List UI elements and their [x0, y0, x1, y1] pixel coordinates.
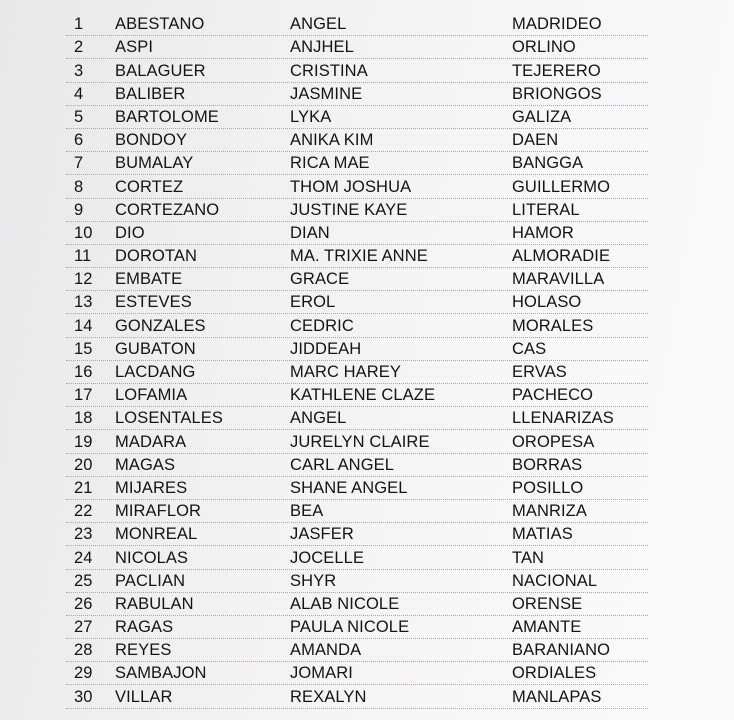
roster-row — [66, 662, 648, 685]
roster-row — [66, 570, 648, 593]
row-number: 6 — [74, 131, 84, 150]
middle-name: ALMORADIE — [512, 247, 611, 266]
row-number: 8 — [74, 177, 84, 196]
roster-row — [66, 523, 648, 546]
row-number: 12 — [74, 270, 93, 289]
roster-row — [66, 129, 648, 152]
middle-name: BARANIANO — [512, 641, 611, 660]
first-name: CRISTINA — [290, 61, 368, 80]
first-name: ANIKA KIM — [290, 131, 374, 150]
last-name: SAMBAJON — [115, 664, 207, 683]
row-number: 10 — [74, 223, 93, 242]
first-name: REXALYN — [290, 687, 367, 706]
roster-row — [66, 361, 648, 384]
last-name: REYES — [115, 641, 172, 660]
row-number: 1 — [74, 15, 84, 34]
middle-name: ERVAS — [512, 363, 567, 381]
last-name: EMBATE — [115, 270, 183, 289]
last-name: GONZALES — [115, 316, 206, 335]
first-name: ANGEL — [290, 15, 347, 34]
row-number: 11 — [74, 247, 92, 266]
roster-row — [66, 546, 648, 569]
row-number: 9 — [74, 200, 84, 219]
row-number: 25 — [74, 571, 93, 590]
middle-name: ORENSE — [512, 594, 583, 613]
first-name: ANGEL — [290, 409, 347, 428]
last-name: BONDOY — [115, 131, 188, 150]
first-name: JIDDEAH — [290, 339, 362, 358]
last-name: DIO — [115, 223, 145, 242]
roster-row — [66, 685, 648, 708]
last-name: BALIBER — [115, 84, 186, 103]
row-number: 3 — [74, 61, 84, 80]
roster-row — [66, 454, 648, 477]
roster-row — [66, 639, 648, 662]
last-name: GUBATON — [115, 339, 196, 358]
row-number: 28 — [74, 641, 93, 660]
middle-name: BORRAS — [512, 455, 583, 474]
middle-name: MADRIDEO — [512, 15, 602, 34]
middle-name: POSILLO — [512, 478, 584, 497]
first-name: ANJHEL — [290, 38, 354, 57]
row-number: 17 — [74, 386, 93, 405]
row-number: 4 — [74, 84, 84, 103]
middle-name: BRIONGOS — [512, 84, 602, 103]
first-name: JOMARI — [290, 664, 353, 683]
first-name: JURELYN CLAIRE — [290, 432, 430, 451]
first-name: MA. TRIXIE ANNE — [290, 247, 428, 266]
middle-name: MANLAPAS — [512, 687, 602, 706]
row-number: 7 — [74, 154, 84, 173]
row-number: 26 — [74, 594, 93, 613]
roster-row — [66, 384, 648, 407]
row-number: 16 — [74, 363, 93, 381]
middle-name: ORLINO — [512, 38, 576, 57]
last-name: RAGAS — [115, 618, 174, 637]
last-name: MIRAFLOR — [115, 502, 202, 521]
last-name: CORTEZANO — [115, 200, 220, 219]
last-name: CORTEZ — [115, 177, 184, 196]
middle-name: GALIZA — [512, 107, 572, 126]
first-name: JOCELLE — [290, 548, 365, 567]
first-name: SHYR — [290, 571, 337, 590]
first-name: GRACE — [290, 270, 350, 289]
first-name: SHANE ANGEL — [290, 478, 408, 497]
middle-name: MATIAS — [512, 525, 573, 544]
row-number: 23 — [74, 525, 93, 544]
middle-name: GUILLERMO — [512, 177, 611, 196]
roster-row — [66, 152, 648, 175]
roster-row — [66, 83, 648, 106]
first-name: LYKA — [290, 107, 332, 126]
roster-row — [66, 314, 648, 337]
roster-row — [66, 407, 648, 430]
row-number: 13 — [74, 293, 93, 312]
row-number: 29 — [74, 664, 93, 683]
roster-row — [66, 616, 648, 639]
roster-row — [66, 268, 648, 291]
last-name: BALAGUER — [115, 61, 206, 80]
first-name: RICA MAE — [290, 154, 370, 173]
first-name: CARL ANGEL — [290, 455, 395, 474]
middle-name: PACHECO — [512, 386, 594, 405]
middle-name: MANRIZA — [512, 502, 587, 521]
roster-row — [66, 36, 648, 59]
last-name: LOSENTALES — [115, 409, 223, 428]
first-name: JUSTINE KAYE — [290, 200, 408, 219]
last-name: MADARA — [115, 432, 187, 451]
middle-name: ORDIALES — [512, 664, 597, 683]
roster-row — [66, 175, 648, 198]
middle-name: MARAVILLA — [512, 270, 605, 289]
middle-name: AMANTE — [512, 618, 582, 637]
first-name: AMANDA — [290, 641, 362, 660]
middle-name: TEJERERO — [512, 61, 601, 80]
first-name: THOM JOSHUA — [290, 177, 412, 196]
first-name: PAULA NICOLE — [290, 618, 410, 637]
row-number: 20 — [74, 455, 93, 474]
first-name: MARC HAREY — [290, 363, 402, 381]
last-name: PACLIAN — [115, 571, 186, 590]
first-name: JASFER — [290, 525, 354, 544]
row-number: 24 — [74, 548, 93, 567]
roster-row — [66, 430, 648, 453]
roster-row — [66, 106, 648, 129]
row-number: 22 — [74, 502, 93, 521]
row-number: 14 — [74, 316, 93, 335]
first-name: DIAN — [290, 223, 330, 242]
last-name: MAGAS — [115, 455, 176, 474]
roster-row — [66, 477, 648, 500]
last-name: MONREAL — [115, 525, 198, 544]
last-name: VILLAR — [115, 687, 173, 706]
row-number: 2 — [74, 38, 84, 57]
middle-name: OROPESA — [512, 432, 595, 451]
last-name: BUMALAY — [115, 154, 194, 173]
first-name: KATHLENE CLAZE — [290, 386, 436, 405]
roster-row — [66, 199, 648, 222]
last-name: LOFAMIA — [115, 386, 188, 405]
last-name: MIJARES — [115, 478, 188, 497]
roster-row — [66, 59, 648, 82]
first-name: JASMINE — [290, 84, 363, 103]
last-name: ESTEVES — [115, 293, 192, 312]
last-name: NICOLAS — [115, 548, 189, 567]
row-number: 15 — [74, 339, 93, 358]
last-name: LACDANG — [115, 363, 196, 381]
last-name: DOROTAN — [115, 247, 197, 266]
middle-name: DAEN — [512, 131, 559, 150]
first-name: EROL — [290, 293, 336, 312]
middle-name: TAN — [512, 548, 545, 567]
name-roster — [66, 13, 648, 709]
last-name: RABULAN — [115, 594, 194, 613]
row-number: 21 — [74, 478, 93, 497]
roster-row — [66, 593, 648, 616]
middle-name: CAS — [512, 339, 547, 358]
middle-name: NACIONAL — [512, 571, 598, 590]
middle-name: HOLASO — [512, 293, 582, 312]
last-name: ABESTANO — [115, 15, 205, 34]
last-name: ASPI — [115, 38, 154, 57]
row-number: 19 — [74, 432, 93, 451]
last-name: BARTOLOME — [115, 107, 219, 126]
middle-name: LITERAL — [512, 200, 580, 219]
middle-name: BANGGA — [512, 154, 584, 173]
row-number: 5 — [74, 107, 84, 126]
middle-name: LLENARIZAS — [512, 409, 614, 428]
roster-row — [66, 291, 648, 314]
first-name: CEDRIC — [290, 316, 354, 335]
row-number: 30 — [74, 687, 93, 706]
roster-row — [66, 338, 648, 361]
roster-row — [66, 13, 648, 36]
roster-row — [66, 500, 648, 523]
roster-row — [66, 222, 648, 245]
first-name: ALAB NICOLE — [290, 594, 400, 613]
middle-name: HAMOR — [512, 223, 574, 242]
row-number: 18 — [74, 409, 93, 428]
roster-row — [66, 245, 648, 268]
first-name: BEA — [290, 502, 324, 521]
middle-name: MORALES — [512, 316, 594, 335]
row-number: 27 — [74, 618, 93, 637]
